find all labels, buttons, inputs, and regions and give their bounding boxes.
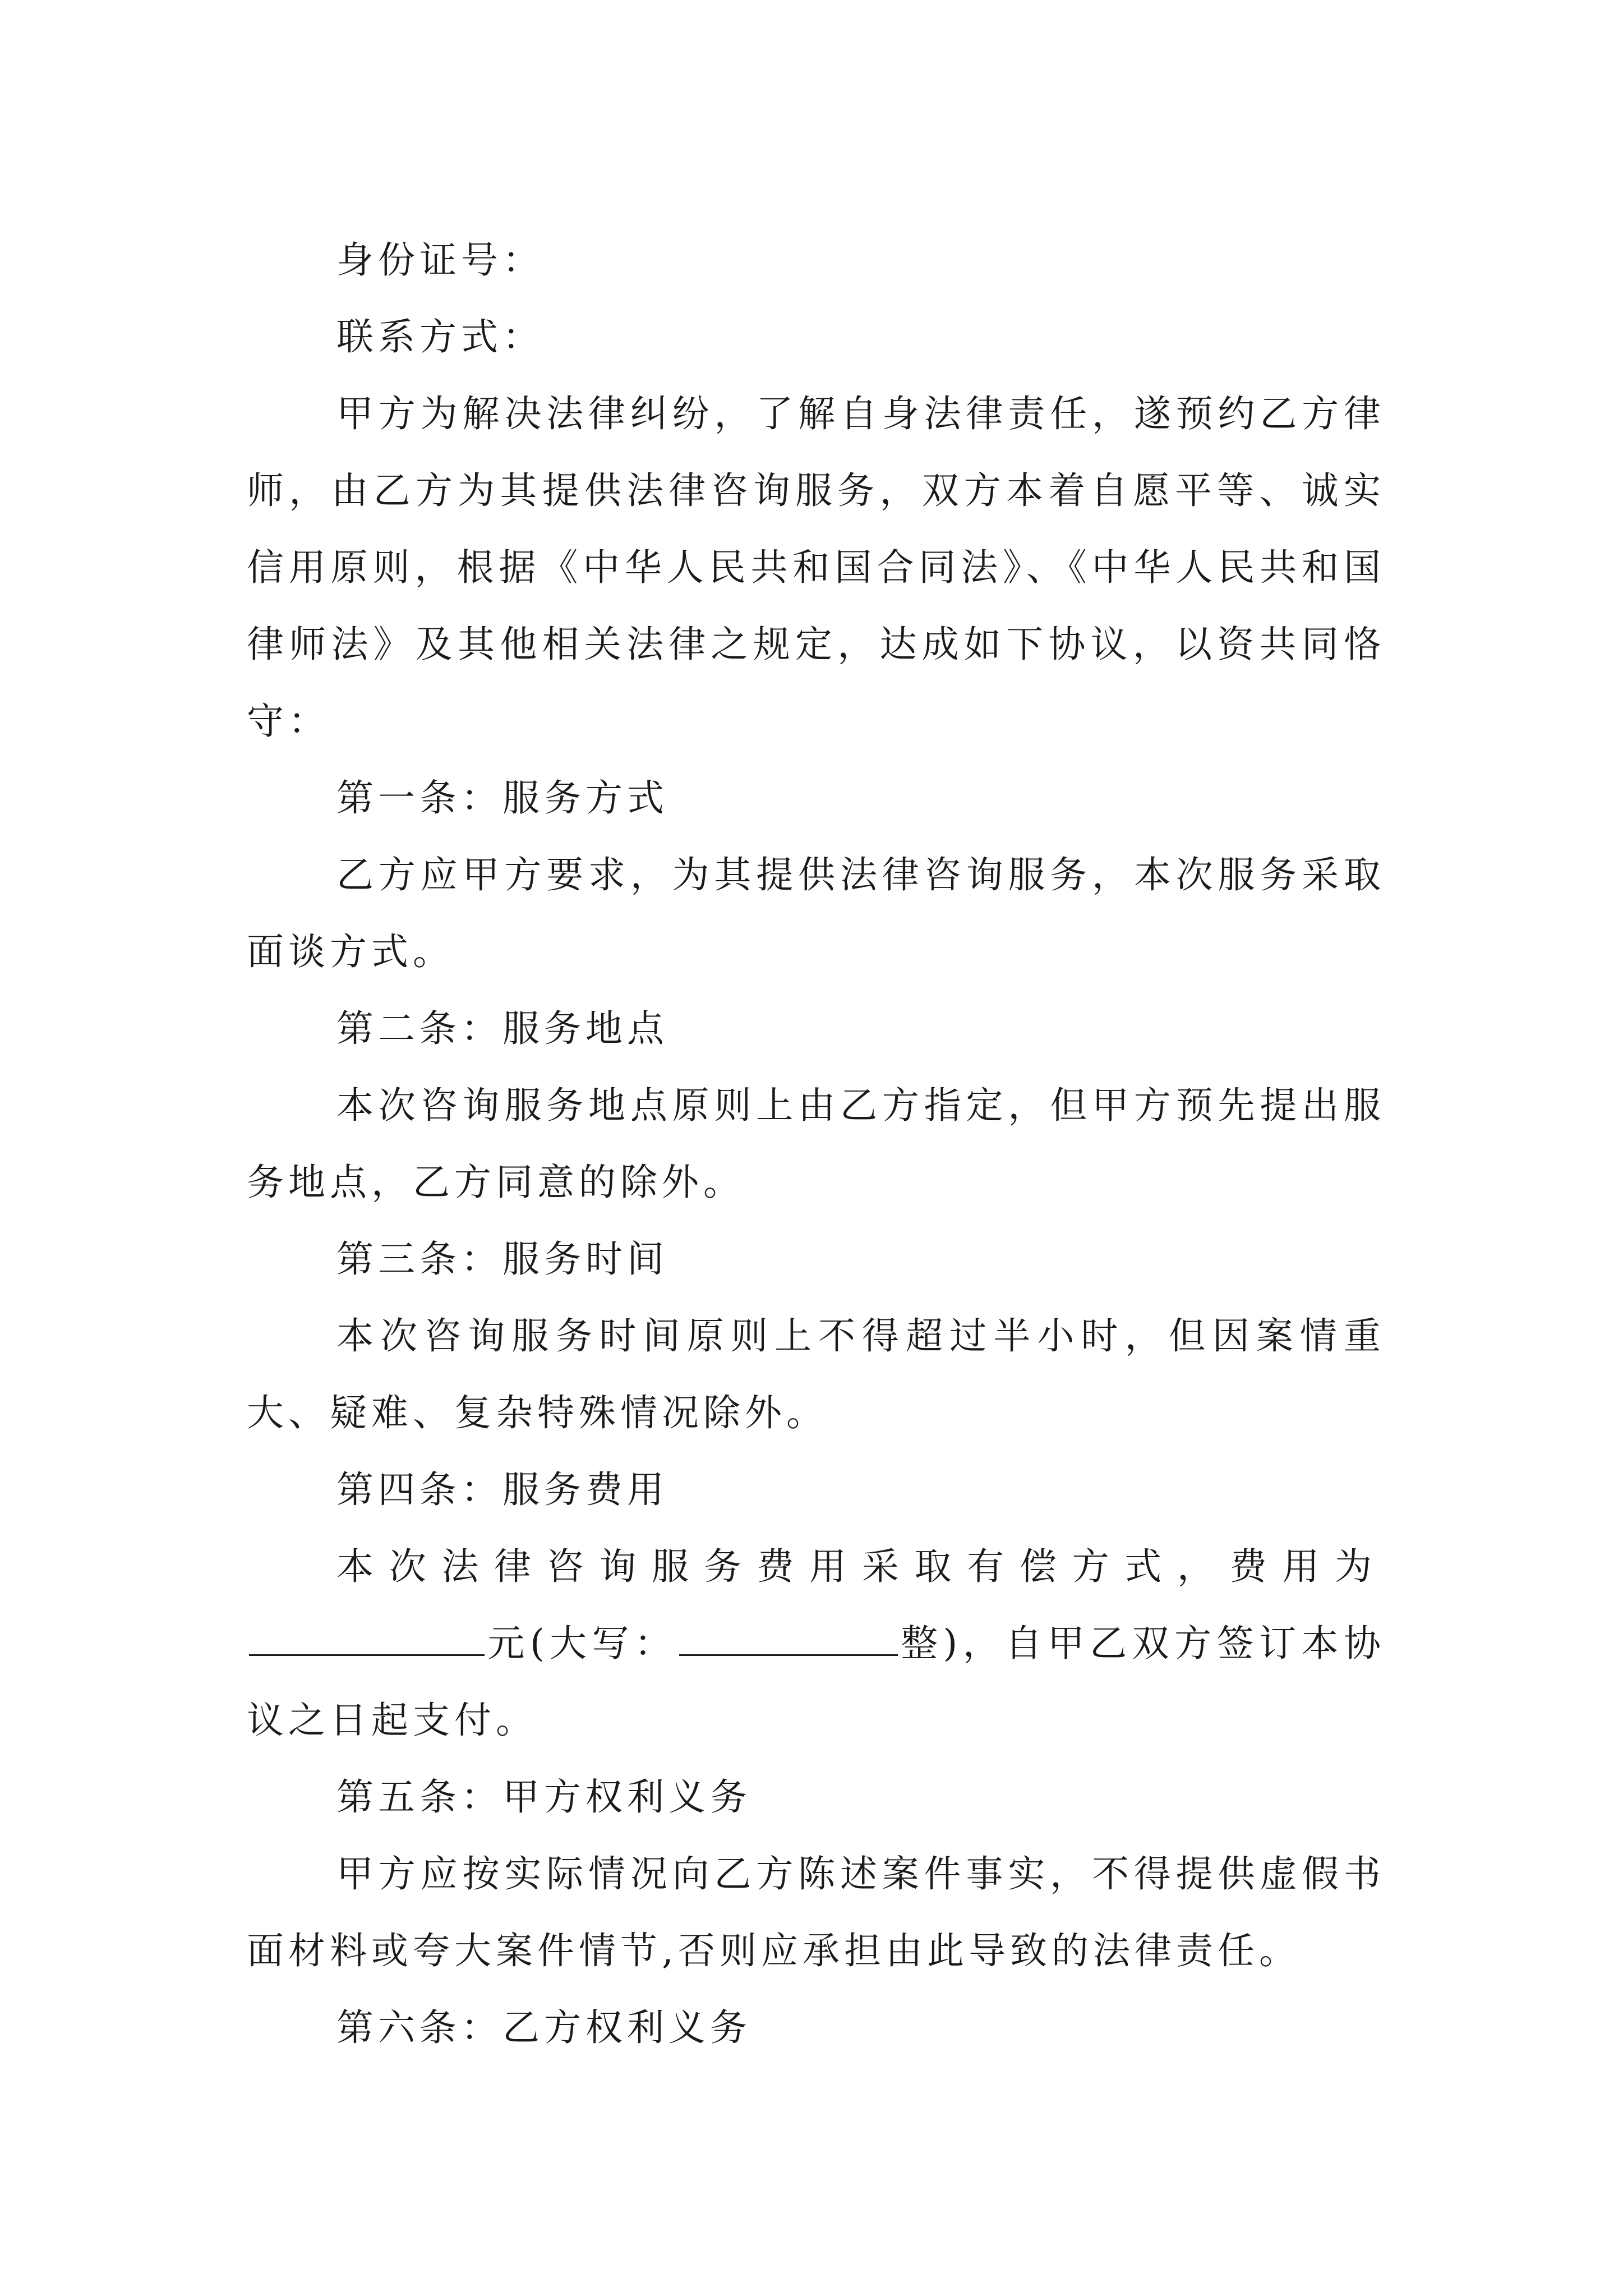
fee-text-part1: 本次法律咨询服务费用采取有偿方式，费用为 [336, 1545, 1385, 1588]
article-6-heading: 第六条：乙方权利义务 [336, 2006, 751, 2049]
fee-amount-blank [249, 1616, 485, 1656]
article-4-body [247, 1528, 1385, 1759]
preamble-paragraph: 甲方为解决法律纠纷，了解自身法律责任，遂预约乙方律师，由乙方为其提供法律咨询服务，双方本着自愿平等、诚实信用原则，根据《中华人民共和国合同法》、《中华人民共和国律师法》及其他相关法律之规定，达成如下协议，以资共同恪守： [247, 392, 1385, 743]
article-5-body: 甲方应按实际情况向乙方陈述案件事实，不得提供虚假书面材料或夸大案件情节,否则应承担由此导致的法律责任。 [247, 1852, 1385, 1972]
article-3-body: 本次咨询服务时间原则上不得超过半小时，但因案情重大、疑难、复杂特殊情况除外。 [247, 1314, 1385, 1434]
article-2-body: 本次咨询服务地点原则上由乙方指定，但甲方预先提出服务地点，乙方同意的除外。 [247, 1084, 1385, 1204]
article-1-heading: 第一条：服务方式 [336, 776, 668, 820]
fee-amount-uppercase-blank [679, 1616, 898, 1656]
article-2-heading: 第二条：服务地点 [336, 1007, 668, 1050]
fee-text-part2: 元(大写： [487, 1622, 677, 1665]
article-5-heading: 第五条：甲方权利义务 [336, 1775, 751, 1819]
contact-line: 联系方式： [336, 315, 544, 358]
article-1-body: 乙方应甲方要求，为其提供法律咨询服务，本次服务采取面谈方式。 [247, 853, 1385, 973]
document-body [247, 222, 1385, 2066]
fee-text-part3: 整)，自甲乙双方签订本协议之日起支付。 [247, 1622, 1386, 1742]
article-4-heading: 第四条：服务费用 [336, 1468, 668, 1511]
id-number-line: 身份证号： [336, 238, 544, 282]
article-3-heading: 第三条：服务时间 [336, 1237, 668, 1281]
